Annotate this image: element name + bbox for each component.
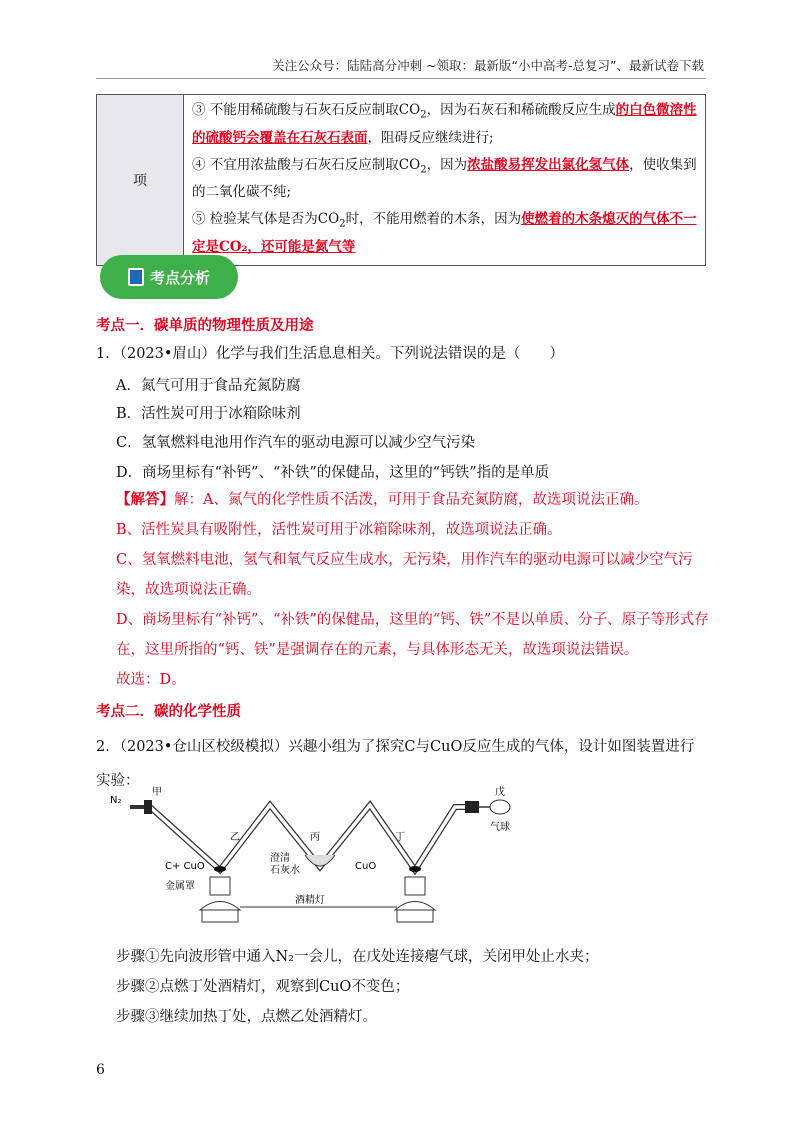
page-header: 关注公众号：陆陆高分冲刺 ~领取：最新版“小中高考-总复习”、最新试卷下载 xyxy=(272,58,704,73)
question-stem: 2．（2023•仓山区校级模拟）兴趣小组为了探究C与CuO反应生成的气体，设计如图装置进行实验： xyxy=(96,739,695,789)
step-3: 步骤③继续加热丁处，点燃乙处酒精灯。 xyxy=(116,1009,377,1025)
section-title: 考点一．碳单质的物理性质及用途 xyxy=(96,318,314,334)
note-text: ③ 不能用稀硫酸与石灰石反应制取CO xyxy=(192,102,421,118)
step-2: 步骤②点燃丁处酒精灯，观察到CuO不变色； xyxy=(116,979,410,995)
label-c-cuo: C+ CuO xyxy=(165,861,205,872)
note-sub: 2 xyxy=(339,219,346,231)
answer-text: 解：A、氮气的化学性质不活泼，可用于食品充氮防腐，故选项说法正确。 xyxy=(174,492,649,508)
label-jia: 甲 xyxy=(152,787,162,798)
header-divider xyxy=(96,78,706,79)
answer-line: 故选：D。 xyxy=(116,672,186,688)
step-1: 步骤①先向波形管中通入N₂一会儿，在戊处连接瘪气球，关闭甲处止水夹； xyxy=(116,949,599,965)
notebook-icon xyxy=(128,268,144,286)
answer-line: C、氢氧燃料电池，氢气和氧气反应生成水，无污染，用作汽车的驱动电源可以减少空气污染，故选项说法正确。 xyxy=(116,552,693,598)
label-cuo: CuO xyxy=(355,861,377,872)
notes-table xyxy=(96,94,706,266)
label-wu: 戊 xyxy=(495,787,505,798)
label-limewater: 石灰水 xyxy=(270,865,300,876)
alcohol-lamp-left xyxy=(200,877,240,922)
note-text: ，阻碍反应继续进行; xyxy=(367,129,494,146)
note-text: ，使收集到的二氧化碳不纯; xyxy=(192,156,697,201)
option-d: D．商场里标有“补钙”、“补铁”的保健品，这里的“钙铁”指的是单质 xyxy=(116,465,550,481)
label-n2: N₂ xyxy=(110,795,122,806)
notes-label: 项 xyxy=(97,95,184,266)
note-highlight: 使燃着的木条熄灭的气体不一定是CO₂，还可能是氮气等 xyxy=(192,211,697,256)
stopper-wu xyxy=(465,801,479,813)
balloon xyxy=(490,800,510,814)
section-badge xyxy=(100,255,238,299)
badge-label: 考点分析 xyxy=(149,268,210,287)
apparatus-diagram xyxy=(110,785,530,935)
question-stem: 1．（2023•眉山）化学与我们生活息息相关。下列说法错误的是（ ） xyxy=(96,346,564,362)
note-sub: 2 xyxy=(420,164,427,176)
label-balloon: 气球 xyxy=(490,822,510,833)
option-b: B．活性炭可用于冰箱除味剂 xyxy=(116,406,301,422)
answer-line xyxy=(116,485,716,515)
note-item xyxy=(192,208,697,258)
notes-content xyxy=(184,95,706,266)
label-metal-cover: 金属罩 xyxy=(165,881,195,892)
note-text: ，因为石灰石和稀硫酸反应生成 xyxy=(426,102,616,118)
limewater xyxy=(305,855,335,866)
option-a: A．氮气可用于食品充氮防腐 xyxy=(116,378,301,394)
note-item xyxy=(192,99,697,149)
alcohol-lamp-right xyxy=(395,877,435,922)
note-item xyxy=(192,154,697,204)
answer-tag: 【解答】 xyxy=(116,491,174,508)
label-yi: 乙 xyxy=(230,832,240,843)
label-ding: 丁 xyxy=(395,832,405,843)
label-bing: 丙 xyxy=(310,832,320,843)
note-sub: 2 xyxy=(420,109,427,121)
page-number: 6 xyxy=(96,1062,105,1078)
answer-line: B、活性炭具有吸附性，活性炭可用于冰箱除味剂，故选项说法正确。 xyxy=(116,522,562,538)
note-text: ，因为 xyxy=(426,156,468,173)
answer-line: D、商场里标有“补钙”、“补铁”的保健品，这里的“钙、铁”不是以单质、分子、原子等形式存在，这里所指的“钙、铁”是强调存在的元素，与具体形态无关，故选项说法错误。 xyxy=(116,612,709,658)
note-highlight: 浓盐酸易挥发出氯化氢气体 xyxy=(467,156,630,173)
note-text: ④ 不宜用浓盐酸与石灰石反应制取CO xyxy=(192,156,421,173)
label-alcohol-lamp: 酒精灯 xyxy=(295,895,325,906)
option-c: C．氢氧燃料电池用作汽车的驱动电源可以减少空气污染 xyxy=(116,435,476,451)
clamp-jia xyxy=(144,800,152,814)
note-text: ⑤ 检验某气体是否为CO xyxy=(192,211,340,228)
note-highlight: 的白色微溶性的硫酸钙会覆盖在石灰石表面 xyxy=(192,102,697,146)
label-limewater: 澄清 xyxy=(270,853,290,864)
note-text: 时，不能用燃着的木条，因为 xyxy=(345,211,522,228)
section-title: 考点二．碳的化学性质 xyxy=(96,704,241,720)
